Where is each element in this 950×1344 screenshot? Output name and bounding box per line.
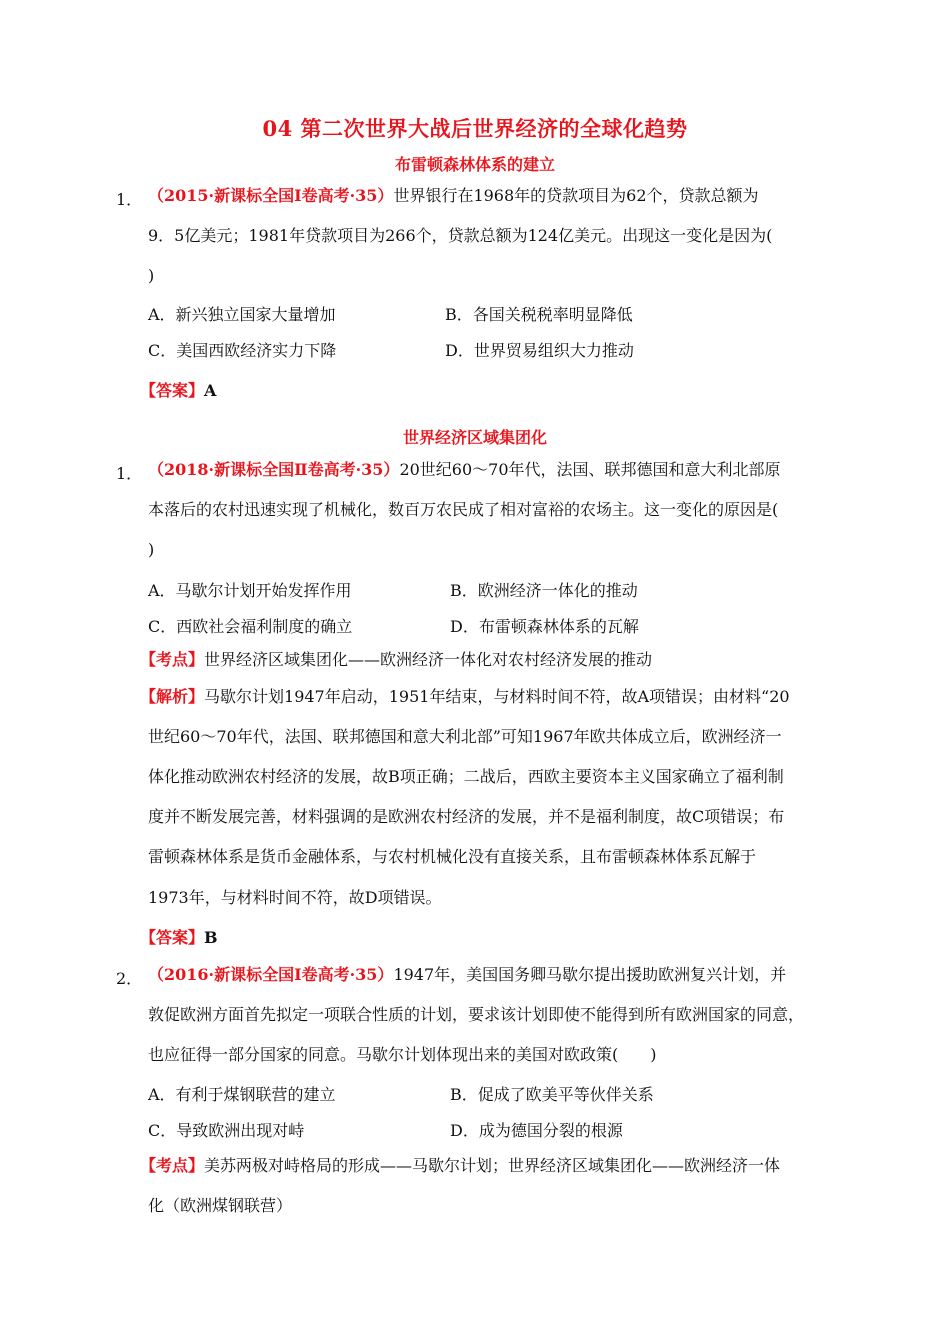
- question-stem-line: [148, 459, 781, 481]
- section-heading-regional-integration: 世界经济区域集团化: [402, 428, 547, 447]
- stem-text: 世界银行在1968年的贷款项目为62个，贷款总额为: [393, 186, 759, 205]
- question-source: （2016·新课标全国Ⅰ卷高考·35）: [148, 965, 394, 984]
- question-stem-line: ): [148, 266, 155, 285]
- key-point-text: 美苏两极对峙格局的形成——马歇尔计划；世界经济区域集团化——欧洲经济一体: [204, 1156, 781, 1175]
- answer-tag: 【答案】: [140, 381, 205, 400]
- question-stem-line: 也应征得一部分国家的同意。马歇尔计划体现出来的美国对欧政策( ): [148, 1045, 657, 1064]
- answer-value: B: [204, 928, 218, 947]
- option-a: A．有利于煤钢联营的建立: [148, 1085, 336, 1104]
- answer-value: A: [204, 381, 217, 400]
- option-c: C．美国西欧经济实力下降: [148, 341, 337, 360]
- key-point-tag: 【考点】: [140, 1156, 205, 1175]
- analysis-line: 世纪60～70年代，法国、联邦德国和意大利北部”可知1967年欧共体成立后，欧洲经济一: [148, 727, 782, 746]
- question-stem-line: 敦促欧洲方面首先拟定一项联合性质的计划，要求该计划即使不能得到所有欧洲国家的同意，: [148, 1005, 805, 1024]
- question-stem-line: [148, 185, 759, 207]
- option-a: A．马歇尔计划开始发挥作用: [148, 581, 352, 600]
- question-stem-line: 本落后的农村迅速实现了机械化，数百万农民成了相对富裕的农场主。这一变化的原因是(: [148, 500, 779, 519]
- option-b: B．欧洲经济一体化的推动: [450, 581, 638, 600]
- analysis-text: 马歇尔计划1947年启动，1951年结束，与材料时间不符，故A项错误；由材料“20: [204, 687, 790, 706]
- key-point-tag: 【考点】: [140, 650, 205, 669]
- option-d: D．世界贸易组织大力推动: [445, 341, 634, 360]
- option-c: C．导致欧洲出现对峙: [148, 1121, 305, 1140]
- answer-line: [140, 380, 216, 402]
- key-point-text: 世界经济区域集团化——欧洲经济一体化对农村经济发展的推动: [204, 650, 653, 669]
- analysis-line: 雷顿森林体系是货币金融体系，与农村机械化没有直接关系，且布雷顿森林体系瓦解于: [148, 847, 757, 866]
- key-point-line: 化（欧洲煤钢联营）: [148, 1196, 293, 1215]
- analysis-line: 体化推动欧洲农村经济的发展，故B项正确；二战后，西欧主要资本主义国家确立了福利制: [148, 767, 784, 786]
- analysis-line: 度并不断发展完善，材料强调的是欧洲农村经济的发展，并不是福利制度，故C项错误；布: [148, 807, 785, 826]
- option-c: C．西欧社会福利制度的确立: [148, 617, 353, 636]
- key-point-line: [140, 1155, 780, 1177]
- question-stem-line: [148, 964, 786, 986]
- option-b: B．促成了欧美平等伙伴关系: [450, 1085, 654, 1104]
- key-point-line: [140, 649, 652, 671]
- analysis-tag: 【解析】: [140, 687, 205, 706]
- option-b: B．各国关税税率明显降低: [445, 305, 633, 324]
- option-a: A．新兴独立国家大量增加: [148, 305, 336, 324]
- question-source: （2015·新课标全国Ⅰ卷高考·35）: [148, 186, 394, 205]
- question-stem-line: ): [148, 540, 155, 559]
- answer-tag: 【答案】: [140, 928, 205, 947]
- analysis-line: [140, 686, 790, 708]
- answer-line: [140, 927, 218, 949]
- stem-text: 1947年，美国国务卿马歇尔提出援助欧洲复兴计划，并: [393, 965, 787, 984]
- question-number: 2．: [116, 969, 143, 988]
- option-d: D．布雷顿森林体系的瓦解: [450, 617, 639, 636]
- question-stem-line: 9．5亿美元；1981年贷款项目为266个，贷款总额为124亿美元。出现这一变化是因为(: [148, 226, 773, 245]
- question-number: 1．: [116, 464, 143, 483]
- page-title: 04 第二次世界大战后世界经济的全球化趋势: [262, 116, 688, 141]
- section-heading-bretton-woods: 布雷顿森林体系的建立: [394, 155, 555, 174]
- option-d: D．成为德国分裂的根源: [450, 1121, 623, 1140]
- stem-text: 20世纪60～70年代，法国、联邦德国和意大利北部原: [399, 460, 781, 479]
- question-source: （2018·新课标全国Ⅱ卷高考·35）: [148, 460, 400, 479]
- analysis-line: 1973年，与材料时间不符，故D项错误。: [148, 888, 442, 907]
- question-number: 1．: [116, 190, 143, 209]
